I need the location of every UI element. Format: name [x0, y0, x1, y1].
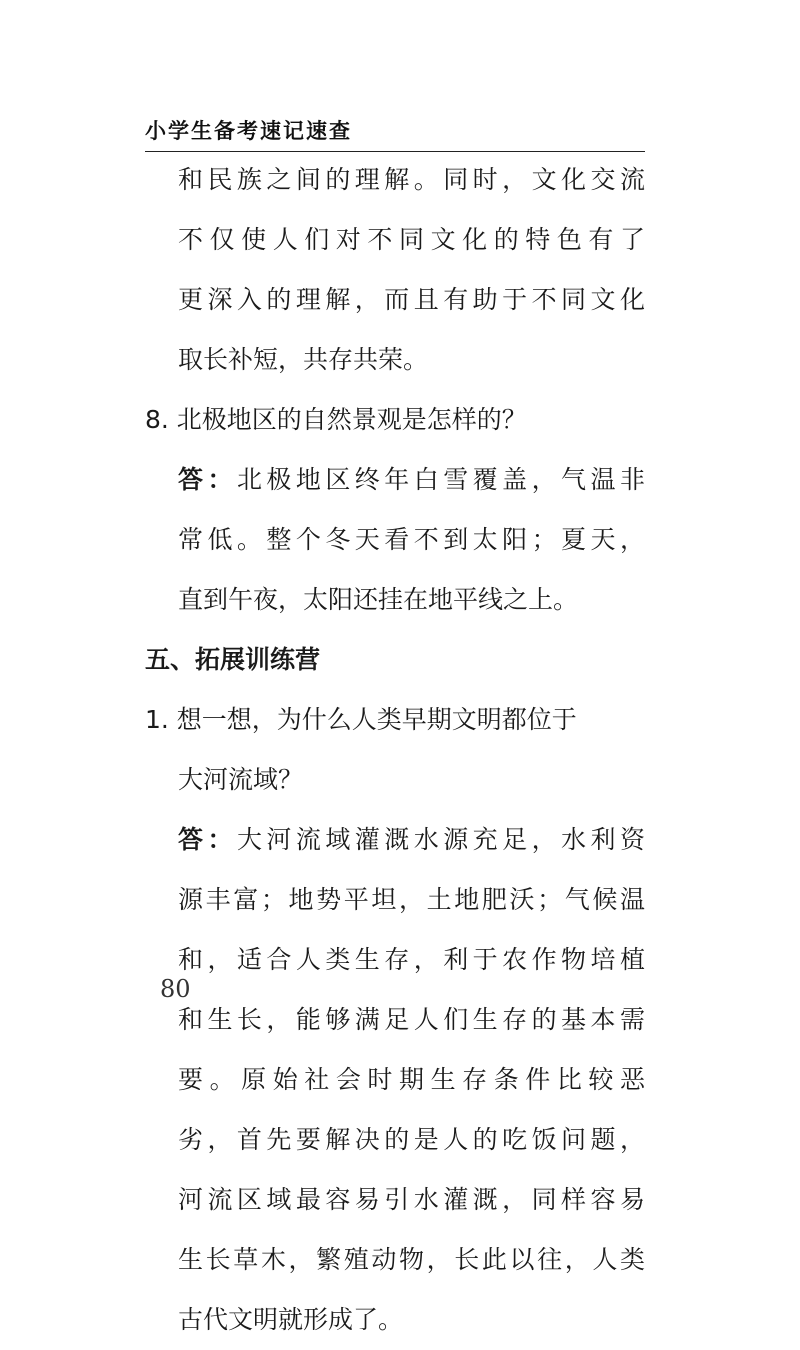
- question-1: 1. 想一想，为什么人类早期文明都位于: [145, 705, 577, 734]
- page-number: 80: [160, 975, 191, 1003]
- answer-label: 答：: [178, 465, 237, 494]
- answer-8-line: 常低。整个冬天看不到太阳；夏天，: [178, 525, 645, 554]
- answer-1-line: 和，适合人类生存，利于农作物培植: [178, 945, 645, 974]
- paragraph-line: 取长补短，共存共荣。: [178, 345, 429, 374]
- answer-1-line: 河流区域最容易引水灌溉，同样容易: [178, 1185, 645, 1214]
- answer-1-line: 古代文明就形成了。: [178, 1305, 404, 1334]
- paragraph-line: 更深入的理解，而且有助于不同文化: [178, 285, 645, 314]
- answer-text: 大河流域灌溉水源充足，水利资: [236, 825, 645, 854]
- page-content: [145, 150, 645, 1350]
- answer-text: 北极地区终年白雪覆盖，气温非: [236, 465, 645, 494]
- answer-8-line: [145, 450, 645, 510]
- question-8: 8. 北极地区的自然景观是怎样的？: [145, 405, 527, 434]
- running-header: 小学生备考速记速查: [145, 119, 352, 143]
- answer-1-line: 劣，首先要解决的是人的吃饭问题，: [178, 1125, 645, 1154]
- section-title: 五、拓展训练营: [145, 645, 321, 674]
- answer-1-line: 源丰富；地势平坦，土地肥沃；气候温: [178, 885, 645, 914]
- answer-1-line: 和生长，能够满足人们生存的基本需: [178, 1005, 645, 1034]
- answer-1-line: 要。原始社会时期生存条件比较恶: [178, 1065, 645, 1094]
- question-1-cont: 大河流域？: [178, 765, 304, 794]
- paragraph-line: 和民族之间的理解。同时，文化交流: [178, 165, 645, 194]
- answer-8-line: 直到午夜，太阳还挂在地平线之上。: [178, 585, 579, 614]
- answer-1-line: 生长草木，繁殖动物，长此以往，人类: [178, 1245, 645, 1274]
- answer-label: 答：: [178, 825, 237, 854]
- paragraph-line: 不仅使人们对不同文化的特色有了: [178, 225, 645, 254]
- answer-1-line: [145, 810, 645, 870]
